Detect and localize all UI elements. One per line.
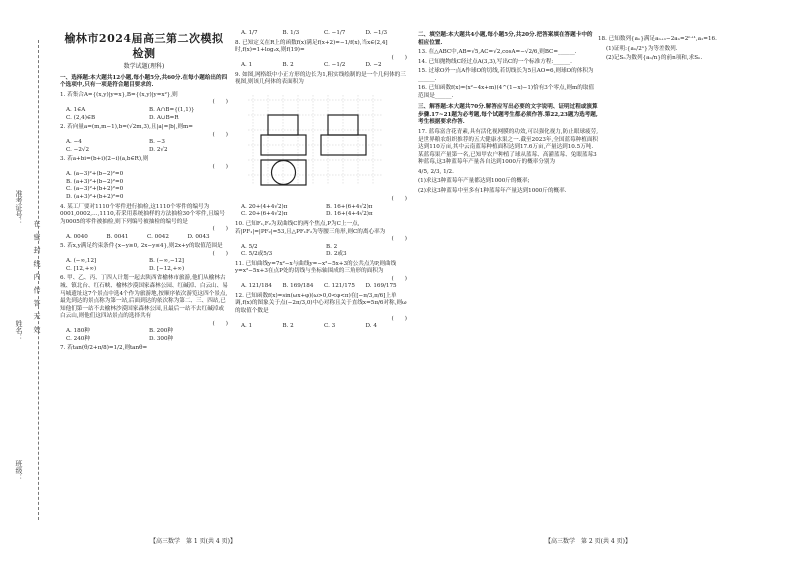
option: C. −2√2 — [66, 146, 90, 153]
section-3-heading: 三、解答题:本大题共70分.解答应写出必要的文字说明、证明过程或演算步骤.17~21题为必考题,每个试题考生都必须作答.第22,23题为选考题,考生根据要求作答. — [418, 104, 598, 126]
option: A. −4 — [66, 139, 82, 146]
option: D. 2√2 — [149, 146, 168, 153]
question — [60, 156, 228, 201]
option: B. 2 — [282, 323, 294, 330]
option: B. 200种 — [149, 328, 173, 335]
option: A. 0040 — [66, 233, 88, 240]
question — [60, 275, 228, 343]
question — [235, 221, 407, 259]
question-stem: 5. 若x,y满足约束条件{x−y≥0, 2x−y≤4},则2x+y的取值范围是 — [60, 243, 223, 250]
section-1-heading: 一、选择题:本大题共12小题,每小题5分,共60分.在每小题给出的四个选项中,只有一项是符合题目要求的. — [60, 74, 228, 89]
options — [66, 234, 228, 242]
question-stem: 11. 已知曲线y=7x²−x与曲线y=−x²−5x+3的公共点为P,则曲线y=x²−5x+3在点P处的切线与坐标轴围成的三角形的面积为 — [235, 260, 397, 275]
option: B. 2 — [326, 243, 338, 250]
question-stem: 6. 甲、乙、丙、丁四人计划一起去陕西省榆林市旅游,他们从榆林古城、镇北台、红石峡、榆林沙漠国家森林公园、红碱淖、白云山、易马城遗址这7个景点中选4个作为旅游地,按顺序依次游览这四个景点,最先到达的景点称为第一站,后面到达的依次称为第二、三、四站,已知他们第一站不去榆林沙漠国家森林公园,且最后一站不去红碱淖或白云山,则他们这四站景点的选择共有 — [60, 275, 228, 320]
question — [235, 72, 407, 219]
option: A. 1/7 — [241, 30, 258, 36]
option: B. (a+3)²+(b−2)²=0 — [66, 178, 124, 185]
option: A. 5/2 — [241, 243, 258, 250]
option: C. 5/2或5/3 — [241, 251, 273, 258]
option: D. 0043 — [187, 233, 210, 240]
answer-paren: ( ) — [212, 99, 228, 106]
option: D. [−12,+∞) — [149, 265, 185, 272]
option: C. 0042 — [147, 233, 169, 240]
answer-paren: ( ) — [391, 236, 407, 243]
seal-warning: 在 密 封 线 内 作 答 无 效 — [33, 220, 41, 335]
answer-paren: ( ) — [212, 131, 228, 138]
option: D. 4 — [365, 323, 377, 330]
option: D. 169/175 — [365, 283, 397, 290]
question — [235, 293, 407, 331]
options — [241, 244, 407, 259]
option: B. A∩B={(1,1)} — [149, 106, 195, 113]
page-title: 榆林市2024届高三第二次模拟检测 — [64, 32, 224, 60]
option: A. (a−3)²+(b−2)²=0 — [66, 171, 124, 178]
binding-strip — [0, 0, 58, 561]
option: D. A∪B=R — [149, 114, 179, 121]
option: B. 169/184 — [282, 283, 314, 290]
question-18-stem: 18. 已知数列{aₙ}满足aₙ₊₁−2aₙ=2ⁿ⁺¹,a₁=16. — [598, 36, 717, 42]
question-17-probs: 4/5, 2/3, 1/2. — [418, 168, 454, 175]
question — [60, 345, 228, 353]
options — [241, 323, 407, 331]
option: C. (a−3)²+(b+2)²=0 — [66, 186, 124, 193]
option: C. 121/175 — [324, 283, 355, 290]
name-label: 姓名： — [15, 320, 23, 341]
option: A. (−∞,12] — [66, 258, 97, 265]
question-stem: 3. 若a+bi=(b+i)(2−i)(a,b∈R),则 — [60, 156, 149, 163]
options — [241, 283, 407, 291]
footer-page-1: 【高三数学 第 1 页(共 4 页)】 — [150, 538, 236, 545]
question-stem: 10. 已知F₁,F₂为双曲线C的两个焦点,P为C上一点,若|PF₁|=|PF₂|=53,且△PF₁F₂为等腰三角形,则C的离心率为 — [235, 221, 386, 235]
three-view-figure — [243, 90, 393, 190]
option: C. [12,+∞) — [66, 265, 97, 272]
question — [235, 261, 407, 291]
question-18-part-2: (2)记Sₙ为数列{aₙ/n}的前n项和,求Sₙ. — [606, 55, 703, 62]
option: C. −1/2 — [324, 62, 346, 69]
question-stem: 4. 某工厂要对1110个零件进行抽检,这1110个零件的编号为0001,0002,…,1110,若采用系统抽样的方法抽检30个零件,且编号为0005的零件被抽检,则下列编号被抽检的编号的是 — [60, 203, 225, 225]
page-subtitle: 数学试题(理科) — [123, 62, 165, 70]
question — [60, 243, 228, 273]
question-17-part-2: (2)求这3种蓝莓中至多有1种蓝莓年产量达到1000斤的概率. — [418, 187, 567, 194]
question-stem: 7. 若tan(θ/2+π/8)=1/2,则tanθ= — [60, 345, 148, 352]
option: A. 121/184 — [241, 283, 272, 290]
question — [60, 92, 228, 122]
answer-paren: ( ) — [391, 54, 407, 61]
option: C. (2,4)∈B — [66, 114, 96, 121]
option: A. 1 — [241, 62, 253, 69]
option: D. 16+(4+4√2)π — [326, 211, 373, 218]
exam-number-label: 准考证号： — [15, 190, 23, 225]
option: C. 20+(6+4√2)π — [241, 211, 288, 218]
options — [66, 328, 228, 343]
option: B. −3 — [149, 139, 165, 146]
option: D. 300种 — [149, 335, 174, 342]
answer-paren: ( ) — [391, 275, 407, 282]
question — [60, 124, 228, 154]
option: A. 20+(4+4√2)π — [241, 203, 288, 210]
options — [241, 30, 407, 38]
column-2 — [235, 30, 407, 332]
options — [66, 258, 228, 273]
option: C. 240种 — [66, 335, 90, 342]
col2-questions — [235, 30, 407, 331]
option: D. 2或3 — [326, 251, 347, 258]
fill-question: 16. 已知函数f(x)=(x²−4x+m)(4^(1−x)−1)恰有3个零点,则m的取值范围是______. — [418, 85, 595, 99]
options — [66, 139, 228, 154]
option: D. −2 — [365, 62, 382, 69]
option: C. −1/7 — [324, 30, 346, 36]
question-stem: 1. 若集合A={(x,y)|y=x},B={(x,y)|y=x²},则 — [60, 91, 178, 98]
option: B. 0041 — [106, 233, 129, 240]
section-2-heading: 二、填空题:本大题共4小题,每小题5分,共20分.把答案填在答题卡中的相应位置. — [418, 32, 593, 46]
col1-questions — [60, 92, 228, 353]
column-1 — [60, 30, 228, 353]
column-4 — [598, 34, 783, 63]
question-17-stem: 17. 蓝莓富含花青素,具有活化视网膜的功效,可以强化视力,防止眼球疲劳,是世界粮农组织推荐的五大健康水果之一.截至2023年,全国蓝莓种植面积达到110万亩,其中云南蓝莓种植面积达到17.6万亩,产量达到10.5万吨.某蓝莓果产量第一名,已知甲农户种植了球从蓝莓、高灌蓝莓、兔眼蓝莓3种蓝莓,这3种蓝莓年产量各自达到1000斤的概率分别为 — [418, 129, 599, 166]
answer-paren: ( ) — [212, 320, 228, 327]
question — [235, 40, 407, 70]
fill-question: 14. 已知抛物线C经过点A(3,3),写出C的一个标准方程:______. — [418, 58, 572, 65]
option: D. (a+3)²+(b+2)²=0 — [66, 193, 124, 200]
question-stem: 12. 已知函数f(x)=sin(ωx+φ)(ω>0,0<φ<π)在[−π/3,π/6]上单调,f(x)的图象关于点(−2π/3,0)中心对称且关于直线x=5π/6对称,则ω的取值个数是 — [235, 292, 407, 315]
question-stem: 9. 如图,网格纸中小正方形的边长为1,粗实线绘制的是一个几何体的三视图,则该几何体的表面积为 — [235, 71, 406, 86]
fill-question: 13. 在△ABC中,AB=√5,AC=√2,cosA=−√2/6,则BC=______. — [418, 49, 577, 56]
options — [241, 62, 407, 70]
option: A. 180种 — [66, 328, 90, 335]
option: A. 1∈A — [66, 106, 86, 113]
option: B. 16+(6+4√2)π — [326, 203, 373, 210]
answer-paren: ( ) — [391, 315, 407, 322]
answer-paren: ( ) — [212, 226, 228, 233]
fill-question: 15. 过球O外一点A作球O的切线,若切线长为5且AO=6,则球O的体积为______. — [418, 68, 594, 82]
question-stem: 2. 若向量a=(m,m−1),b=(√2m,3),且|a|=|b|,则m= — [60, 124, 193, 131]
options — [241, 204, 407, 219]
option: B. 2 — [282, 62, 294, 69]
option: D. −1/3 — [365, 30, 388, 36]
footer-page-2: 【高三数学 第 2 页(共 4 页)】 — [545, 538, 631, 545]
options — [66, 107, 228, 122]
class-label: 班级： — [15, 460, 23, 481]
answer-paren: ( ) — [391, 196, 407, 203]
column-3 — [418, 30, 598, 195]
question — [60, 204, 228, 242]
question-17-part-1: (1)求这3种蓝莓年产量都达到1000斤的概率; — [418, 178, 530, 185]
question-18-part-1: (1)证明:{aₙ/2ⁿ}为等差数列. — [606, 45, 678, 52]
options — [66, 171, 228, 201]
option: B. (−∞,−12] — [149, 258, 184, 265]
answer-paren: ( ) — [212, 163, 228, 170]
seal-line — [38, 40, 39, 520]
question-stem: 8. 已知定义在R上的函数f(x)满足f(x+2)=−1/f(x),当x∈(2,4]时,f(x)=1+log₂x,则f(19)= — [235, 39, 388, 54]
question — [235, 30, 407, 38]
option: C. 3 — [324, 323, 336, 330]
option: A. 1 — [241, 323, 253, 330]
option: B. 1/3 — [282, 30, 300, 36]
answer-paren: ( ) — [212, 250, 228, 257]
